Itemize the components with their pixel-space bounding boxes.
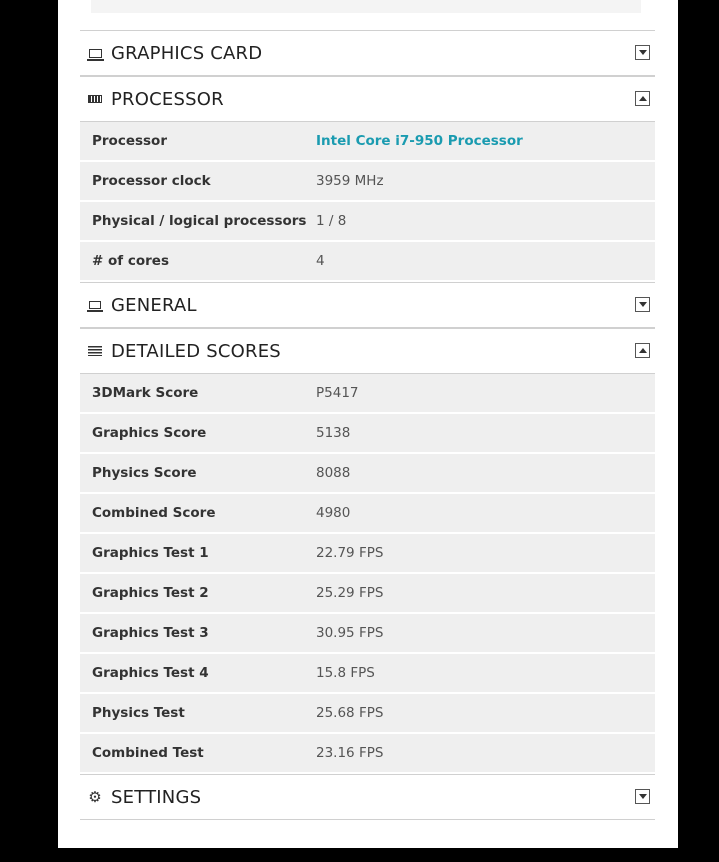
detailed-scores-rows: [80, 374, 655, 774]
collapse-toggle-icon[interactable]: [635, 91, 650, 106]
laptop-icon: [87, 298, 103, 312]
row-value: 23.16 FPS: [316, 745, 384, 761]
row-value: 4980: [316, 505, 351, 521]
expand-toggle-icon[interactable]: [635, 789, 650, 804]
table-row: [80, 454, 655, 494]
row-label: Physics Test: [92, 705, 185, 721]
row-label: Graphics Test 4: [92, 665, 209, 681]
row-value: P5417: [316, 385, 359, 401]
section-graphics-card-header[interactable]: [80, 30, 655, 76]
processor-chip-icon: [87, 92, 103, 106]
row-label: 3DMark Score: [92, 385, 199, 401]
table-row: [80, 202, 655, 242]
table-row: [80, 374, 655, 414]
section-detailed-scores-header[interactable]: [80, 328, 655, 374]
graphics-card-icon: [87, 46, 103, 60]
section-title: PROCESSOR: [111, 88, 224, 110]
row-value: 22.79 FPS: [316, 545, 384, 561]
row-label: # of cores: [92, 253, 169, 269]
row-label: Graphics Test 2: [92, 585, 209, 601]
row-label: Physical / logical processors: [92, 213, 307, 229]
row-value: 3959 MHz: [316, 173, 384, 189]
row-value: 25.68 FPS: [316, 705, 384, 721]
row-value: 25.29 FPS: [316, 585, 384, 601]
processor-rows: [80, 122, 655, 282]
row-label: Graphics Test 3: [92, 625, 209, 641]
table-row: [80, 162, 655, 202]
processor-link[interactable]: Intel Core i7-950 Processor: [316, 133, 523, 149]
section-title: GRAPHICS CARD: [111, 42, 263, 64]
collapse-toggle-icon[interactable]: [635, 343, 650, 358]
section-processor-header[interactable]: [80, 76, 655, 122]
section-title: GENERAL: [111, 294, 197, 316]
section-settings-header[interactable]: [80, 774, 655, 820]
table-row: [80, 734, 655, 774]
table-row: [80, 654, 655, 694]
row-value: 4: [316, 253, 325, 269]
table-row: [80, 534, 655, 574]
table-row: [80, 614, 655, 654]
row-label: Processor: [92, 133, 167, 149]
expand-toggle-icon[interactable]: [635, 297, 650, 312]
top-content-strip: [91, 0, 641, 13]
expand-toggle-icon[interactable]: [635, 45, 650, 60]
section-title: SETTINGS: [111, 786, 202, 808]
table-row: [80, 694, 655, 734]
row-label: Graphics Score: [92, 425, 207, 441]
row-value: 1 / 8: [316, 213, 347, 229]
section-general-header[interactable]: [80, 282, 655, 328]
row-value: 15.8 FPS: [316, 665, 375, 681]
row-value: 30.95 FPS: [316, 625, 384, 641]
gear-icon: ⚙: [88, 787, 102, 806]
row-value: 5138: [316, 425, 351, 441]
table-row: [80, 414, 655, 454]
row-label: Processor clock: [92, 173, 211, 189]
row-label: Graphics Test 1: [92, 545, 209, 561]
table-row: [80, 242, 655, 282]
table-row: [80, 574, 655, 614]
result-details: [80, 30, 655, 819]
row-value: 8088: [316, 465, 351, 481]
section-title: DETAILED SCORES: [111, 340, 281, 362]
list-icon: [87, 344, 103, 358]
row-label: Physics Score: [92, 465, 197, 481]
table-row: [80, 494, 655, 534]
table-row: [80, 122, 655, 162]
row-label: Combined Score: [92, 505, 216, 521]
row-label: Combined Test: [92, 745, 204, 761]
